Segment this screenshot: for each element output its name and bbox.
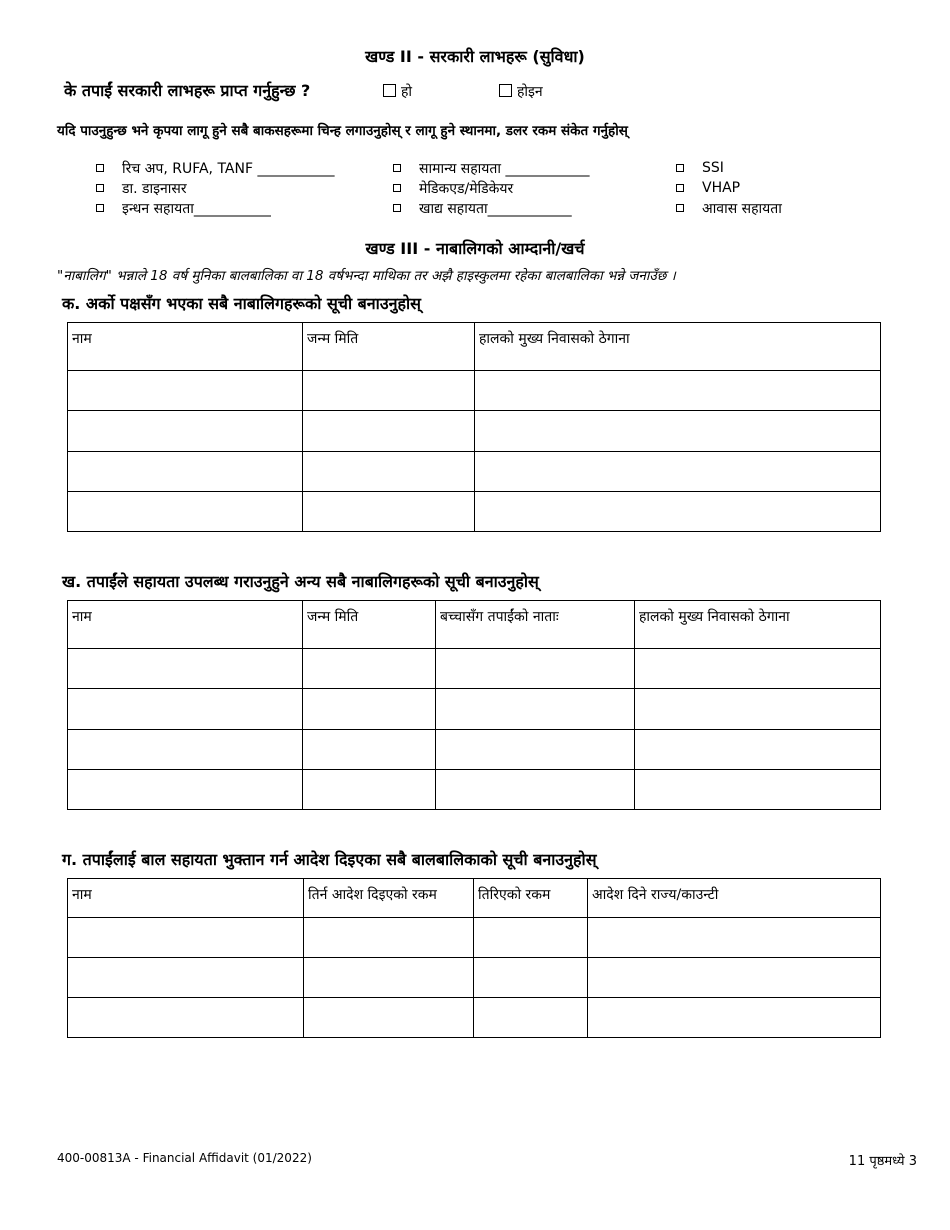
section-2-title: खण्ड II - सरकारी लाभहरू (सुविधा) bbox=[365, 47, 585, 66]
table-cell[interactable] bbox=[303, 770, 436, 810]
table-cell[interactable] bbox=[474, 998, 588, 1038]
benefit-fuel-assistance[interactable]: इन्धन सहायता___________ bbox=[96, 198, 334, 218]
table-cell[interactable] bbox=[436, 730, 635, 770]
table-cell[interactable] bbox=[304, 918, 474, 958]
no-option[interactable] bbox=[499, 82, 543, 101]
header-dob: जन्म मिति bbox=[303, 323, 475, 371]
yes-label: हो bbox=[401, 84, 413, 100]
header-amount-ordered: तिर्न आदेश दिइएको रकम bbox=[304, 879, 474, 918]
benefit-checkbox[interactable] bbox=[393, 204, 401, 212]
table-cell[interactable] bbox=[68, 492, 303, 532]
benefit-housing-assistance[interactable]: आवास सहायता bbox=[676, 198, 782, 218]
benefit-ssi[interactable]: SSI bbox=[676, 158, 782, 178]
table-cell[interactable] bbox=[436, 689, 635, 730]
table-cell[interactable] bbox=[68, 411, 303, 452]
table-a-heading: क. अर्को पक्षसँग भएका सबै नाबालिगहरूको सूची बनाउनुहोस् bbox=[62, 294, 421, 313]
no-checkbox[interactable] bbox=[499, 84, 512, 97]
benefit-checkbox[interactable] bbox=[96, 164, 104, 172]
table-cell[interactable] bbox=[475, 452, 881, 492]
table-row bbox=[68, 958, 881, 998]
benefit-checkbox[interactable] bbox=[393, 164, 401, 172]
table-header-row bbox=[68, 879, 881, 918]
benefits-col-3 bbox=[676, 158, 782, 218]
table-cell[interactable] bbox=[303, 411, 475, 452]
table-cell[interactable] bbox=[304, 998, 474, 1038]
table-a bbox=[67, 322, 881, 532]
table-header-row bbox=[68, 323, 881, 371]
table-row bbox=[68, 730, 881, 770]
table-cell[interactable] bbox=[588, 918, 881, 958]
benefit-checkbox[interactable] bbox=[96, 184, 104, 192]
benefit-checkbox[interactable] bbox=[96, 204, 104, 212]
table-c-heading: ग. तपाईंलाई बाल सहायता भुक्तान गर्न आदेश दिइएका सबै बालबालिकाको सूची बनाउनुहोस् bbox=[62, 850, 597, 869]
table-cell[interactable] bbox=[303, 730, 436, 770]
benefit-medicaid[interactable]: मेडिकएड/मेडिकेयर bbox=[393, 178, 590, 198]
header-address: हालको मुख्य निवासको ठेगाना bbox=[475, 323, 881, 371]
table-cell[interactable] bbox=[68, 452, 303, 492]
yes-checkbox[interactable] bbox=[383, 84, 396, 97]
table-cell[interactable] bbox=[474, 918, 588, 958]
benefit-checkbox[interactable] bbox=[676, 164, 684, 172]
table-cell[interactable] bbox=[68, 689, 303, 730]
header-dob: जन्म मिति bbox=[303, 601, 436, 649]
table-cell[interactable] bbox=[635, 689, 881, 730]
benefit-checkbox[interactable] bbox=[393, 184, 401, 192]
table-header-row bbox=[68, 601, 881, 649]
table-cell[interactable] bbox=[635, 730, 881, 770]
table-cell[interactable] bbox=[588, 958, 881, 998]
benefits-question: के तपाईं सरकारी लाभहरू प्राप्त गर्नुहुन्छ ? bbox=[64, 81, 311, 100]
table-cell[interactable] bbox=[474, 958, 588, 998]
table-cell[interactable] bbox=[635, 649, 881, 689]
benefit-reach-up[interactable]: रिच अप, RUFA, TANF ___________ bbox=[96, 158, 334, 178]
benefit-general-assistance[interactable]: सामान्य सहायता ____________ bbox=[393, 158, 590, 178]
table-b-heading: ख. तपाईंले सहायता उपलब्ध गराउनुहुने अन्य सबै नाबालिगहरूको सूची बनाउनुहोस् bbox=[62, 572, 539, 591]
benefits-col-2 bbox=[393, 158, 590, 218]
form-id: 400-00813A - Financial Affidavit (01/2022) bbox=[57, 1151, 312, 1165]
table-row bbox=[68, 492, 881, 532]
benefit-vhap[interactable]: VHAP bbox=[676, 178, 782, 198]
benefit-checkbox[interactable] bbox=[676, 184, 684, 192]
table-row bbox=[68, 770, 881, 810]
table-cell[interactable] bbox=[68, 371, 303, 411]
header-address: हालको मुख्य निवासको ठेगाना bbox=[635, 601, 881, 649]
benefit-food-assistance[interactable]: खाद्य सहायता____________ bbox=[393, 198, 590, 218]
table-cell[interactable] bbox=[475, 371, 881, 411]
table-row bbox=[68, 998, 881, 1038]
table-row bbox=[68, 411, 881, 452]
table-row bbox=[68, 689, 881, 730]
table-row bbox=[68, 918, 881, 958]
table-cell[interactable] bbox=[303, 452, 475, 492]
table-cell[interactable] bbox=[303, 492, 475, 532]
table-cell[interactable] bbox=[475, 411, 881, 452]
table-row bbox=[68, 649, 881, 689]
table-cell[interactable] bbox=[68, 918, 304, 958]
header-relationship: बच्चासँग तपाईंको नाताः bbox=[436, 601, 635, 649]
section-3-title: खण्ड III - नाबालिगको आम्दानी/खर्च bbox=[365, 239, 585, 258]
table-cell[interactable] bbox=[436, 770, 635, 810]
table-c bbox=[67, 878, 881, 1038]
table-cell[interactable] bbox=[303, 649, 436, 689]
benefit-checkbox[interactable] bbox=[676, 204, 684, 212]
table-cell[interactable] bbox=[68, 958, 304, 998]
table-cell[interactable] bbox=[68, 649, 303, 689]
page-number: 11 पृष्ठमध्ये 3 bbox=[848, 1154, 917, 1169]
no-label: होइन bbox=[517, 84, 543, 100]
header-ordering-state: आदेश दिने राज्य/काउन्टी bbox=[588, 879, 881, 918]
table-cell[interactable] bbox=[68, 730, 303, 770]
header-name: नाम bbox=[68, 601, 303, 649]
table-cell[interactable] bbox=[635, 770, 881, 810]
benefits-col-1 bbox=[96, 158, 334, 218]
table-cell[interactable] bbox=[68, 770, 303, 810]
table-row bbox=[68, 452, 881, 492]
yes-option[interactable] bbox=[383, 82, 412, 101]
header-name: नाम bbox=[68, 323, 303, 371]
table-cell[interactable] bbox=[436, 649, 635, 689]
table-cell[interactable] bbox=[68, 998, 304, 1038]
benefit-dr-dynasaur[interactable]: डा. डाइनासर bbox=[96, 178, 334, 198]
table-b bbox=[67, 600, 881, 810]
header-name: नाम bbox=[68, 879, 304, 918]
table-cell[interactable] bbox=[304, 958, 474, 998]
table-cell[interactable] bbox=[303, 371, 475, 411]
minor-definition-note: "नाबालिग" भन्नाले 18 वर्ष मुनिका बालबालिका वा 18 वर्षभन्दा माथिका तर अझै हाइस्कुलमा रहेका बालबालिका भन्ने जनाउँछ । bbox=[57, 268, 676, 284]
table-cell[interactable] bbox=[303, 689, 436, 730]
header-amount-paid: तिरिएको रकम bbox=[474, 879, 588, 918]
table-row bbox=[68, 371, 881, 411]
table-cell[interactable] bbox=[475, 492, 881, 532]
table-cell[interactable] bbox=[588, 998, 881, 1038]
benefits-instruction: यदि पाउनुहुन्छ भने कृपया लागू हुने सबै बाकसहरूमा चिन्ह लगाउनुहोस् र लागू हुने स्थानमा, डलर रकम संकेत गर्नुहोस् bbox=[57, 123, 628, 139]
